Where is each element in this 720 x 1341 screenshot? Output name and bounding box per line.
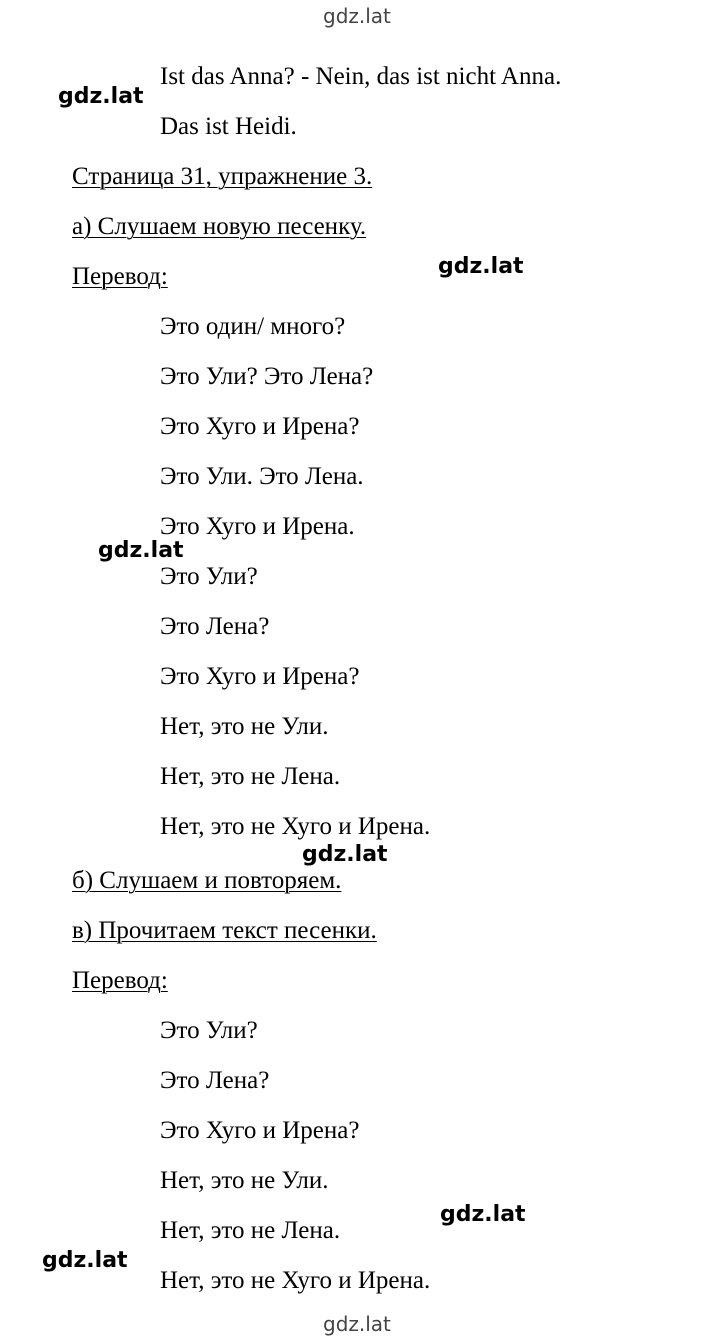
part-a-line-10: Нет, это не Лена. <box>160 763 341 790</box>
watermark-mark-4: gdz.lat <box>302 842 388 867</box>
watermark-mark-3: gdz.lat <box>98 538 184 563</box>
part-a-heading: а) Слушаем новую песенку. <box>72 213 367 240</box>
part-a-line-11: Нет, это не Хуго и Ирена. <box>160 813 431 840</box>
part-a-translation-label: Перевод: <box>72 263 168 290</box>
watermark-mark-1: gdz.lat <box>58 84 144 109</box>
part-c-line-4: Нет, это не Ули. <box>160 1167 329 1194</box>
intro-line-2: Das ist Heidi. <box>160 113 297 140</box>
part-a-line-7: Это Лена? <box>160 613 270 640</box>
part-c-line-3: Это Хуго и Ирена? <box>160 1117 360 1144</box>
part-a-line-4: Это Ули. Это Лена. <box>160 463 364 490</box>
watermark-bottom: gdz.lat <box>323 1312 391 1336</box>
watermark-mark-2: gdz.lat <box>438 254 524 279</box>
part-c-line-5: Нет, это не Лена. <box>160 1217 341 1244</box>
part-c-heading: в) Прочитаем текст песенки. <box>72 917 377 944</box>
part-b-heading: б) Слушаем и повторяем. <box>72 867 342 894</box>
intro-line-1: Ist das Anna? - Nein, das ist nicht Anna. <box>160 63 562 90</box>
part-c-line-6: Нет, это не Хуго и Ирена. <box>160 1267 431 1294</box>
part-a-line-9: Нет, это не Ули. <box>160 713 329 740</box>
part-a-line-6: Это Ули? <box>160 563 258 590</box>
part-a-line-1: Это один/ много? <box>160 313 346 340</box>
watermark-mark-5: gdz.lat <box>440 1202 526 1227</box>
part-a-line-3: Это Хуго и Ирена? <box>160 413 360 440</box>
part-a-line-8: Это Хуго и Ирена? <box>160 663 360 690</box>
part-c-line-2: Это Лена? <box>160 1067 270 1094</box>
watermark-mark-6: gdz.lat <box>42 1248 128 1273</box>
part-c-line-1: Это Ули? <box>160 1017 258 1044</box>
part-a-line-2: Это Ули? Это Лена? <box>160 363 374 390</box>
part-a-line-5: Это Хуго и Ирена. <box>160 513 355 540</box>
watermark-top: gdz.lat <box>323 4 391 28</box>
part-c-translation-label: Перевод: <box>72 967 168 994</box>
exercise-title: Страница 31, упражнение 3. <box>72 163 373 190</box>
